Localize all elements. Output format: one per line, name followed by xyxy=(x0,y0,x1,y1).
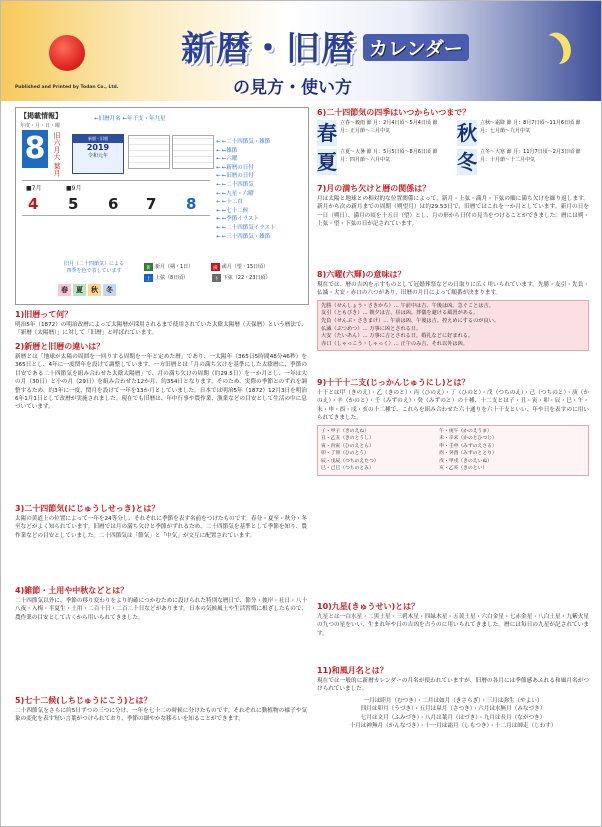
callout: ← ←旧暦の日付 xyxy=(216,172,306,181)
season-chip-winter: 冬 xyxy=(103,284,116,296)
section-differences xyxy=(15,341,307,483)
season-chip-summer: 夏 xyxy=(73,284,86,296)
section-heading: 9)十干十二支(じっかんじゅうにし)とは？ xyxy=(317,378,470,387)
section-72-ko xyxy=(15,695,307,815)
season-kanji: 冬 xyxy=(457,150,477,174)
callout: ← ←二十四節気・雑節 xyxy=(216,138,306,147)
callout: ← ←十二直 xyxy=(216,198,306,207)
jikkan-cell: 午・庚午（かのえうま） xyxy=(439,428,492,434)
season-summer xyxy=(317,149,449,175)
full-moon-icon: 満 xyxy=(211,263,220,271)
rokuyo-item: 大安（たいあん）… 万事に吉とされる日。婚礼などに好まれる。 xyxy=(321,333,474,340)
sample-top-labels: ←旧暦月名 ←年干支・年九星 xyxy=(94,116,166,122)
callout: ← ←二十四節気 xyxy=(216,181,306,190)
section-heading: 2)新暦と旧暦の違いは？ xyxy=(15,342,105,351)
section-body: 月は太陽と地球との相対的な位置関係によって、新月・上弦・満月・下弦の順に満ち欠けを繰り返します。新月から次の新月までの周期（朔望月）は約29.53日で、旧暦ではこれを一か月としています。新月の日を一日（朔日）、満月の頃を十五日（望）とし、月の形から日付の見当をつけることができました。暦には朔・上弦・望・下弦の日が記されています。 xyxy=(317,196,589,228)
first-quarter-icon: 上 xyxy=(144,274,153,282)
callout: ← ←六曜 xyxy=(216,155,306,164)
last-quarter-icon: 下 xyxy=(212,274,221,282)
rokuyo-list xyxy=(317,300,589,352)
sample-month-number: 8 xyxy=(22,130,48,168)
jikkan-cell: 丑・乙丑（きのとうし） xyxy=(321,436,374,442)
sample-lunar-month: 旧六月大 葉月 xyxy=(53,132,61,177)
season-range: 立秋〜霜降 節 月：8月7日頃〜11月6日頃 節 月：七月節〜九月中気 xyxy=(480,120,581,134)
section-heading: 10)九星(きゅうせい)とは？ xyxy=(317,602,420,611)
rokuyo-item: 先勝（せんしょう・さきかち）… 午前中は吉、午後は凶。急ぐことは吉。 xyxy=(321,302,494,309)
thumbnail-year: 2019 xyxy=(86,143,110,152)
rokuyo-item: 先負（せんぶ・さきまけ）… 午前は凶、午後は吉。控えめにするのが良い。 xyxy=(321,318,500,324)
sample-label: 【掲載情報】 xyxy=(20,112,62,120)
section-body: 太陽の黄道上の位置によって一年を24等分し、それぞれに季節を表す名前をつけたものです。春分・夏至・秋分・冬至などがよく知られています。旧暦では月の満ち欠けと季節がずれるため、二十四節気を基準として季節を知り、農作業などの目安としていました。二十四節気は「節気」と「中気」が交互に配置されています。 xyxy=(15,516,307,539)
section-body: 二十四節気以外に、季節の移り変わりをより的確につかむために設けられた特別な暦日で、節分・彼岸・社日・八十八夜・入梅・半夏生・土用・二百十日・二百二十日などがあります。日本の気候風土や生活習慣に根ざしたもので、農作業の目安として古くから用いられてきました。 xyxy=(15,598,307,621)
rokuyo-item: 友引（ともびき）… 朝夕は吉、昼は凶。葬儀を避ける風習がある。 xyxy=(321,310,479,317)
section-what-is-lunar-calendar xyxy=(15,309,307,339)
legend-label: 新月（朔・1日） xyxy=(155,264,194,270)
publisher-credit: Published and Printed by Todan Co., Ltd. xyxy=(15,85,119,90)
section-jikkan-junishi xyxy=(317,377,589,535)
callout: ← ←雑節 xyxy=(216,147,306,156)
section-heading: 6)二十四節気の四季はいつからいつまで？ xyxy=(317,108,471,117)
season-color-chips xyxy=(58,284,116,296)
header-banner xyxy=(1,1,601,101)
callout: ← ←九星・六曜 xyxy=(216,190,306,199)
sample-callout-list xyxy=(216,138,306,241)
section-heading: 5)七十二候(しちじゅうにこう)とは？ xyxy=(15,696,152,705)
sample-cover-thumbnail xyxy=(72,134,124,174)
legend-label: 満月（望・15日頃） xyxy=(221,264,269,270)
jikkan-cell: 未・辛未（かのとひつじ） xyxy=(439,436,497,442)
section-heading: 1)旧暦って何？ xyxy=(15,310,73,319)
jikkan-cell: 子・甲子（きのえね） xyxy=(321,428,369,434)
section-seasons xyxy=(317,107,589,181)
page-subtitle: の見方・使い方 xyxy=(233,78,352,98)
section-body: 明治5年（1872）の明治改暦によって太陽暦が採用されるまで使用されていた太陰太陽暦（天保暦）という暦法で、「新暦（太陽暦）」に対して「旧暦」と呼ばれています。 xyxy=(15,322,307,337)
season-chip-autumn: 秋 xyxy=(88,284,101,296)
section-heading: 11)和風月名とは？ xyxy=(317,666,388,675)
sample-date: 5 xyxy=(68,195,79,213)
sample-format-note: 年度・月・日・曜 xyxy=(20,123,61,129)
jikkan-cell: 申・壬申（みずのえさる） xyxy=(439,443,497,449)
sample-date: 4 xyxy=(28,195,39,213)
sample-mini-month-grid xyxy=(128,135,170,169)
section-rokuyo xyxy=(317,269,589,373)
season-grid xyxy=(317,120,589,175)
new-moon-icon: 新 xyxy=(144,263,153,271)
month-name-line: 十月は神無月（かんなづき）・十一月は霜月（しもつき）・十二月は師走（しわす） xyxy=(349,723,557,730)
season-range: 立夏〜大暑 節 月：5月5日頃〜8月6日頃 節 月：四月節〜六月中気 xyxy=(340,149,438,163)
sample-date: 7 xyxy=(146,195,157,213)
callout: ← ←三十四節気・雑節 xyxy=(216,233,306,242)
section-24-sekki xyxy=(15,503,307,581)
jikkan-cell: 亥・乙亥（きのとい） xyxy=(439,466,488,472)
section-body: 現在では、暦の吉凶を示すものとして冠婚葬祭などの日取りに広く用いられています。先勝・友引・先負・仏滅・大安・赤口の六つがあり、旧暦の月日によって順番が決まります。 xyxy=(317,282,589,297)
jikkan-cell: 卯・丁卯（ひのとう） xyxy=(321,451,369,457)
sample-date: 6 xyxy=(108,195,119,213)
section-body: 十干とは甲（きのえ）・乙（きのと）・丙（ひのえ）・丁（ひのと）・戊（つちのえ）・己（つちのと）・庚（かのえ）・辛（かのと）・壬（みずのえ）・癸（みずのと）の十種、十二支とは子・丑・寅・卯・辰・巳・午・未・申・酉・戌・亥の十二種で、これらを組み合わせた六十通りを六十干支といい、年や日を表すのに用いられてきました。 xyxy=(317,390,589,422)
section-body: 二十四節気をさらに約5日ずつの三つに分け、一年を七十二の時候に分けたものです。それぞれに動植物の様子や気象の変化を表す短い言葉がつけられており、季節の細やかな移ろいを知ることができます。 xyxy=(15,708,307,723)
sample-mini-month-grid xyxy=(172,135,214,169)
season-range: 立冬〜大寒 節 月：11月7日頃〜2月3日頃 節 月：十月節〜十二月中気 xyxy=(480,149,581,163)
sample-date-row xyxy=(22,180,210,216)
section-heading: 7)月の満ち欠けと暦の関係は？ xyxy=(317,184,431,193)
callout: ← ←二十四節気イラスト xyxy=(216,224,306,233)
page-title-suffix: カレンダー xyxy=(363,34,469,61)
moon-phase-legend xyxy=(144,262,304,284)
rokuyo-item: 赤口（しゃっこう・しゃっく）… 正午のみ吉、それ以外は凶。 xyxy=(321,340,468,347)
jikkan-table xyxy=(317,425,589,476)
jikkan-cell: 戌・甲戌（きのえいぬ） xyxy=(439,458,492,464)
sample-calendar-panel xyxy=(15,107,309,305)
sun-icon xyxy=(49,35,85,71)
callout: ← ←新暦の日付 xyxy=(216,164,306,173)
section-zassetsu xyxy=(15,585,307,673)
callout: ← ←七十二候 xyxy=(216,207,306,216)
sample-date: 8 xyxy=(186,195,197,213)
month-name-line: 四月は卯月（うづき）・五月は皐月（さつき）・六月は水無月（みなづき） xyxy=(360,706,546,713)
callout: ← ←季節イラスト xyxy=(216,215,306,224)
season-kanji: 春 xyxy=(317,121,337,145)
month-name-line: 一月は睦月（むつき）・二月は如月（きさらぎ）・三月は弥生（やよい） xyxy=(363,697,543,704)
section-kyusei xyxy=(317,601,589,657)
legend-label: 上弦（8日頃） xyxy=(155,275,189,281)
jikkan-cell: 酉・癸酉（みずのととり） xyxy=(439,451,497,457)
page-title: 新暦・旧暦 xyxy=(181,29,356,69)
section-heading: 8)六曜(六輝)の意味は？ xyxy=(317,270,406,279)
legend-label: 下弦（22・23日頃） xyxy=(222,275,271,281)
thumbnail-caption: 令和元年 xyxy=(87,153,108,159)
season-kanji: 秋 xyxy=(457,121,477,145)
jikkan-cell: 辰・戊辰（つちのえたつ） xyxy=(321,458,379,464)
season-range: 立春〜穀雨 節 月：2月4日頃〜5月4日頃 節 月：正月節〜三月中気 xyxy=(340,120,438,134)
section-body: 九星とは一白水星・二黒土星・三碧木星・四緑木星・五黄土星・六白金星・七赤金星・八白土星・九紫火星の九つの星をいい、生まれ年や日の吉凶を占うのに用いられてきました。暦には毎日の九星が記されています。 xyxy=(317,614,589,637)
season-spring xyxy=(317,120,449,146)
section-moon-phases xyxy=(317,183,589,265)
sample-month-head: ■9月 xyxy=(66,185,82,192)
jikkan-cell: 巳・己巳（つちのとみ） xyxy=(321,466,374,472)
season-autumn xyxy=(457,120,589,146)
section-body: 新暦とは「地球が太陽の周囲を一回りする周期を一年と定めた暦」であり、一太陽年（365日5時間48分46秒）を365日とし、4年に一度閏年を設けて調整しています。一方旧暦とは「月の満ち欠けを基準にした太陰暦に、季節の目安である二十四節気を組み合わせた太陰太陽暦」で、月の満ち欠けの周期（約29.5日）を一か月とし、一年は大の月（30日）と小の月（29日）を組み合わせた12か月、約354日となります。そのため、実際の季節とのずれを調整するため、約3年に一度、閏月を設けて一年を13か月としていました。日本では明治5年（1872）12月3日を明治6年1月1日として改暦が実施されました。現在でも旧暦は、年中行事や農作業、漁業などの目安として生活の中に息づいています。 xyxy=(15,354,307,411)
section-wafu-getsumei xyxy=(317,665,589,815)
rokuyo-item: 仏滅（ぶつめつ）… 万事に凶とされる日。 xyxy=(321,325,422,332)
crescent-moon-icon xyxy=(532,32,567,71)
section-heading: 3)二十四節気(にじゅうしせっき)とは？ xyxy=(15,504,160,513)
season-winter xyxy=(457,149,589,175)
section-heading: 4)雑節・土用や中秋などとは？ xyxy=(15,586,129,595)
month-name-line: 七月は文月（ふみづき）・八月は葉月（はづき）・九月は長月（ながつき） xyxy=(360,714,546,721)
season-chip-spring: 春 xyxy=(58,284,71,296)
thumbnail-header: 新暦・旧暦 xyxy=(73,135,123,143)
month-name-list xyxy=(317,697,589,731)
jikkan-cell: 寅・丙寅（ひのえとら） xyxy=(321,443,374,449)
season-kanji: 夏 xyxy=(317,150,337,174)
season-color-note: 旧月（二十四節気）による四季を色で表しています xyxy=(63,261,124,274)
section-body: 現在では一般的に新暦カレンダーの月名が使われていますが、旧暦の各月には季節感あふれる和風月名がつけられていました。 xyxy=(317,678,589,693)
sample-month-head: ■7月 xyxy=(26,185,42,192)
